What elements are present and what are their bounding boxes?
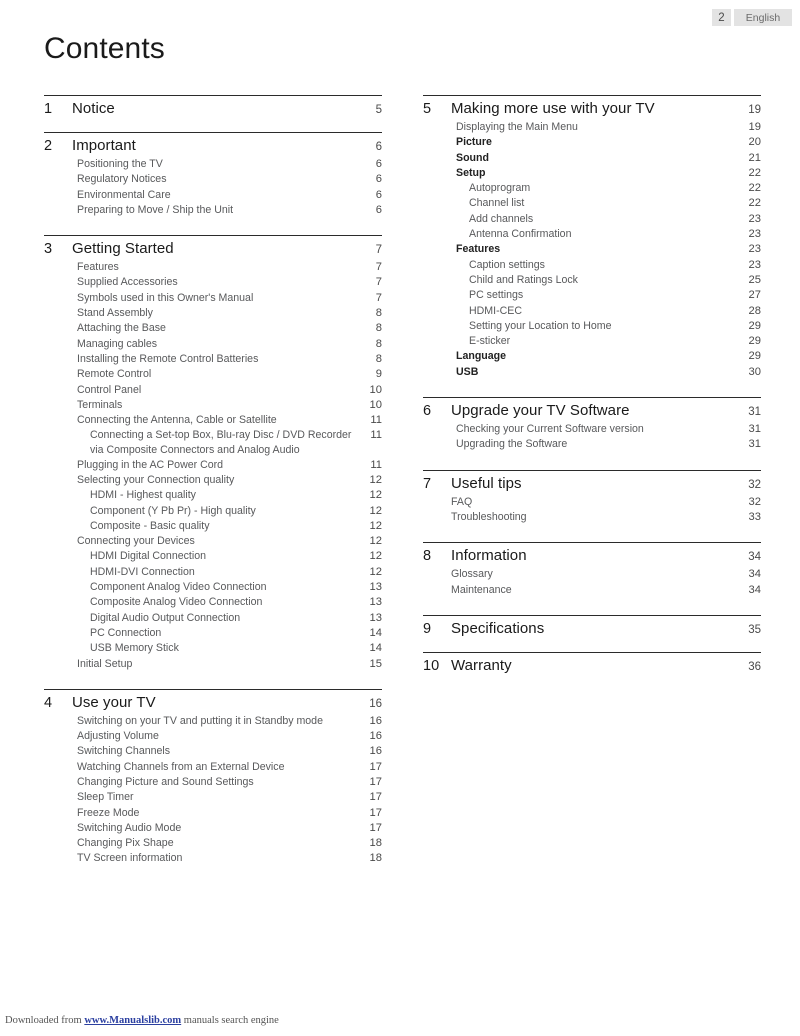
footer-prefix: Downloaded from xyxy=(5,1015,85,1026)
toc-section xyxy=(44,132,382,223)
toc-entry-page: 16 xyxy=(369,730,382,743)
toc-entry[interactable] xyxy=(44,641,382,656)
toc-entry[interactable] xyxy=(423,288,761,303)
toc-entry[interactable] xyxy=(44,352,382,367)
contents-column-right xyxy=(423,95,761,677)
toc-entry-label: Setup xyxy=(456,166,486,179)
toc-entry-label: Adjusting Volume xyxy=(77,730,159,743)
toc-entry-label: Managing cables xyxy=(77,337,158,350)
toc-section xyxy=(423,615,761,640)
toc-entry-label: Caption settings xyxy=(469,258,545,271)
toc-entry[interactable] xyxy=(423,227,761,242)
toc-entry-page: 16 xyxy=(369,714,382,727)
toc-entry-page: 12 xyxy=(369,565,382,578)
toc-entry-page: 6 xyxy=(375,158,382,170)
toc-section-page: 16 xyxy=(369,697,382,710)
toc-section-number: 1 xyxy=(44,101,53,117)
toc-entry[interactable] xyxy=(44,383,382,398)
toc-section-page: 34 xyxy=(748,551,761,564)
toc-entry-label: TV Screen information xyxy=(77,852,183,865)
toc-entry-page: 11 xyxy=(370,458,382,471)
toc-entry-label: Switching Audio Mode xyxy=(77,821,182,834)
toc-entry[interactable] xyxy=(423,304,761,319)
page-header xyxy=(712,9,792,26)
toc-entry-label: Maintenance xyxy=(451,583,512,596)
toc-section-entries xyxy=(423,422,761,458)
toc-entry-page: 22 xyxy=(748,166,761,179)
toc-entry[interactable] xyxy=(423,510,761,525)
toc-entry[interactable] xyxy=(423,334,761,349)
toc-entry-label: Changing Picture and Sound Settings xyxy=(77,775,254,788)
toc-entry-label: Troubleshooting xyxy=(451,510,527,523)
toc-entry-page: 13 xyxy=(369,596,382,609)
toc-entry-label: Connecting your Devices xyxy=(77,535,195,548)
toc-entry-page: 13 xyxy=(369,581,382,594)
toc-section-page: 5 xyxy=(375,104,382,116)
toc-entry-label: Stand Assembly xyxy=(77,307,153,320)
toc-entry-page: 8 xyxy=(375,337,382,350)
toc-entry-label: Changing Pix Shape xyxy=(77,837,174,850)
toc-section-number: 10 xyxy=(423,657,440,674)
toc-entry-page: 23 xyxy=(748,243,761,256)
toc-entry-label: Positioning the TV xyxy=(77,158,163,170)
toc-entry-page: 10 xyxy=(369,398,382,411)
toc-entry[interactable] xyxy=(423,273,761,288)
toc-entry-page: 6 xyxy=(375,203,382,216)
toc-section xyxy=(423,542,761,603)
toc-entry[interactable] xyxy=(44,188,382,203)
toc-section-number: 9 xyxy=(423,620,432,637)
toc-entry-page: 15 xyxy=(369,657,382,670)
toc-entry-page: 10 xyxy=(369,383,382,396)
toc-entry-label: Switching on your TV and putting it in Standby mode xyxy=(77,714,323,727)
toc-entry[interactable] xyxy=(423,242,761,257)
toc-entry[interactable] xyxy=(44,306,382,321)
toc-entry-page: 7 xyxy=(375,261,382,274)
toc-section-heading[interactable] xyxy=(423,96,761,120)
toc-entry-label: Glossary xyxy=(451,568,493,581)
contents-column-left xyxy=(44,95,382,872)
toc-entry[interactable] xyxy=(44,729,382,744)
toc-entry-label: Sleep Timer xyxy=(77,791,134,804)
toc-entry-label: Checking your Current Software version xyxy=(456,423,644,436)
toc-entry[interactable] xyxy=(44,337,382,352)
toc-section-title: Use your TV xyxy=(72,693,156,711)
toc-entry-page: 11 xyxy=(370,414,382,427)
toc-section-entries xyxy=(44,260,382,677)
toc-entry-page: 23 xyxy=(748,228,761,241)
toc-entry-page: 22 xyxy=(748,197,761,210)
toc-entry-page: 13 xyxy=(369,611,382,624)
toc-entry-page: 27 xyxy=(748,289,761,302)
toc-section-page: 31 xyxy=(748,406,761,419)
toc-entry-label: Symbols used in this Owner's Manual xyxy=(77,291,254,304)
toc-entry[interactable] xyxy=(44,413,382,428)
toc-section-number: 5 xyxy=(423,101,432,117)
toc-entry-page: 19 xyxy=(748,121,761,133)
toc-section-title: Warranty xyxy=(451,656,512,674)
header-language-chip: English xyxy=(734,9,792,26)
toc-entry-label: Child and Ratings Lock xyxy=(469,273,578,286)
toc-entry[interactable] xyxy=(44,580,382,595)
toc-entry-page: 34 xyxy=(748,583,761,596)
toc-entry-page: 6 xyxy=(375,188,382,201)
toc-entry-label: PC Connection xyxy=(90,626,162,639)
toc-entry-label: Composite Analog Video Connection xyxy=(90,596,263,609)
toc-section-title: Notice xyxy=(72,100,115,117)
header-page-number: 2 xyxy=(712,9,731,26)
toc-entry-label: PC settings xyxy=(469,289,524,302)
toc-entry[interactable] xyxy=(44,744,382,759)
toc-section xyxy=(44,235,382,677)
toc-section-page: 36 xyxy=(748,660,761,673)
toc-section-heading[interactable] xyxy=(423,616,761,640)
toc-section-entries xyxy=(423,495,761,531)
toc-section-title: Making more use with your TV xyxy=(451,100,655,117)
toc-entry-page: 18 xyxy=(369,852,382,865)
toc-section-page: 19 xyxy=(748,104,761,116)
toc-entry-label: HDMI - Highest quality xyxy=(90,489,196,502)
toc-entry-label: Selecting your Connection quality xyxy=(77,473,235,486)
toc-entry-label: Preparing to Move / Ship the Unit xyxy=(77,203,234,216)
toc-entry-page: 17 xyxy=(369,775,382,788)
footer-link[interactable]: www.Manualslib.com xyxy=(84,1015,182,1026)
toc-entry[interactable] xyxy=(44,549,382,564)
toc-section-page: 7 xyxy=(375,244,382,257)
toc-entry-label: Upgrading the Software xyxy=(456,438,568,451)
toc-entry-page: 21 xyxy=(748,151,761,164)
toc-entry[interactable] xyxy=(423,258,761,273)
toc-entry[interactable] xyxy=(423,583,761,598)
toc-section xyxy=(423,470,761,531)
toc-entry-page: 12 xyxy=(369,489,382,502)
toc-entry-label: HDMI-DVI Connection xyxy=(90,565,195,578)
toc-section-number: 3 xyxy=(44,241,53,258)
toc-entry-page: 17 xyxy=(369,791,382,804)
toc-section-title: Specifications xyxy=(451,619,545,637)
toc-entry[interactable] xyxy=(44,260,382,275)
toc-entry-label: Plugging in the AC Power Cord xyxy=(77,458,224,471)
toc-entry-label: Installing the Remote Control Batteries xyxy=(77,352,259,365)
toc-entry-page: 25 xyxy=(748,273,761,286)
toc-entry[interactable] xyxy=(423,319,761,334)
toc-section-number: 2 xyxy=(44,138,53,154)
toc-section-number: 7 xyxy=(423,475,432,492)
toc-entry[interactable] xyxy=(44,775,382,790)
toc-entry-label: E-sticker xyxy=(469,335,511,348)
toc-entry-page: 11 xyxy=(370,429,382,442)
toc-entry[interactable] xyxy=(44,203,382,218)
toc-section-page: 35 xyxy=(748,623,761,636)
toc-entry[interactable] xyxy=(423,181,761,196)
toc-entry-page: 12 xyxy=(369,550,382,563)
toc-entry-label: Autoprogram xyxy=(469,182,531,195)
toc-entry-label: Setting your Location to Home xyxy=(469,319,612,332)
toc-entry[interactable] xyxy=(44,291,382,306)
toc-entry[interactable] xyxy=(423,567,761,582)
toc-entry[interactable] xyxy=(44,504,382,519)
toc-section-heading[interactable] xyxy=(423,543,761,567)
page-title: Contents xyxy=(44,32,165,65)
footer-suffix: manuals search engine xyxy=(181,1015,279,1026)
toc-section-heading[interactable] xyxy=(44,690,382,714)
toc-entry[interactable] xyxy=(423,212,761,227)
toc-entry-label: Channel list xyxy=(469,197,525,210)
toc-entry[interactable] xyxy=(44,488,382,503)
toc-entry-page: 8 xyxy=(375,352,382,365)
toc-entry-page: 7 xyxy=(375,291,382,304)
toc-entry[interactable] xyxy=(44,851,382,866)
toc-entry[interactable] xyxy=(44,714,382,729)
toc-entry[interactable] xyxy=(423,437,761,452)
toc-section-page: 6 xyxy=(375,141,382,153)
toc-entry-page: 23 xyxy=(748,212,761,225)
toc-section-heading[interactable] xyxy=(423,471,761,495)
toc-entry[interactable] xyxy=(44,760,382,775)
toc-entry-label: Displaying the Main Menu xyxy=(456,121,578,133)
toc-entry-page: 14 xyxy=(369,642,382,655)
toc-entry-page: 17 xyxy=(369,806,382,819)
toc-section-heading[interactable] xyxy=(423,398,761,422)
toc-entry-label: Connecting a Set-top Box, Blu-ray Disc / DVD Recorder via Composite Connectors and Analog Audio xyxy=(90,429,352,457)
toc-entry[interactable] xyxy=(44,172,382,187)
toc-entry[interactable] xyxy=(423,365,761,380)
toc-entry[interactable] xyxy=(423,495,761,510)
toc-section-entries xyxy=(423,120,761,385)
toc-entry[interactable] xyxy=(423,349,761,364)
toc-entry-label: Regulatory Notices xyxy=(77,173,167,186)
toc-entry-label: Watching Channels from an External Device xyxy=(77,760,285,773)
toc-entry-page: 12 xyxy=(369,473,382,486)
toc-entry[interactable] xyxy=(44,458,382,473)
toc-entry-page: 12 xyxy=(369,519,382,532)
toc-section-title: Important xyxy=(72,137,136,154)
toc-section-title: Useful tips xyxy=(451,474,522,492)
toc-section-number: 8 xyxy=(423,548,432,565)
toc-entry[interactable] xyxy=(44,428,382,457)
toc-entry-label: Supplied Accessories xyxy=(77,276,178,289)
toc-entry-page: 20 xyxy=(748,136,761,149)
toc-entry[interactable] xyxy=(44,790,382,805)
toc-entry-page: 28 xyxy=(748,304,761,317)
toc-entry-label: Terminals xyxy=(77,398,123,411)
toc-section-title: Getting Started xyxy=(72,240,174,258)
footer-attribution xyxy=(5,1015,279,1026)
toc-entry-label: Environmental Care xyxy=(77,188,171,201)
toc-entry-page: 9 xyxy=(375,368,382,381)
toc-entry[interactable] xyxy=(423,166,761,181)
toc-section xyxy=(423,652,761,677)
toc-entry[interactable] xyxy=(423,422,761,437)
toc-section xyxy=(423,95,761,385)
toc-entry-label: Control Panel xyxy=(77,383,142,396)
toc-entry-label: FAQ xyxy=(451,495,473,508)
toc-entry-page: 16 xyxy=(369,745,382,758)
toc-section-entries xyxy=(423,567,761,603)
toc-entry-label: Freeze Mode xyxy=(77,806,140,819)
toc-entry-page: 22 xyxy=(748,182,761,195)
toc-entry-label: Connecting the Antenna, Cable or Satellite xyxy=(77,414,277,427)
toc-entry[interactable] xyxy=(44,836,382,851)
toc-entry[interactable] xyxy=(423,196,761,211)
toc-section-heading[interactable] xyxy=(44,133,382,157)
toc-section xyxy=(44,95,382,120)
toc-entry-page: 33 xyxy=(748,510,761,523)
toc-entry-page: 14 xyxy=(369,626,382,639)
toc-entry[interactable] xyxy=(44,157,382,172)
toc-entry-label: Switching Channels xyxy=(77,745,171,758)
toc-section xyxy=(423,397,761,458)
toc-entry[interactable] xyxy=(44,473,382,488)
toc-entry-label: USB xyxy=(456,365,479,378)
toc-entry-label: Remote Control xyxy=(77,368,152,381)
toc-entry-label: Component (Y Pb Pr) - High quality xyxy=(90,504,256,517)
toc-entry-page: 23 xyxy=(748,258,761,271)
toc-entry[interactable] xyxy=(44,657,382,672)
toc-entry[interactable] xyxy=(44,367,382,382)
toc-section-heading[interactable] xyxy=(44,96,382,120)
toc-entry-label: Language xyxy=(456,350,507,363)
toc-entry-label: Add channels xyxy=(469,212,534,225)
toc-section xyxy=(44,689,382,872)
toc-entry[interactable] xyxy=(44,626,382,641)
toc-section-page: 32 xyxy=(748,478,761,491)
toc-entry-label: Features xyxy=(456,243,501,256)
toc-section-entries xyxy=(44,714,382,872)
toc-entry-page: 32 xyxy=(748,495,761,508)
toc-entry-page: 18 xyxy=(369,837,382,850)
toc-entry-page: 8 xyxy=(375,322,382,335)
toc-entry[interactable] xyxy=(423,120,761,135)
toc-entry-page: 30 xyxy=(748,365,761,378)
toc-entry-label: Component Analog Video Connection xyxy=(90,581,267,594)
toc-entry-label: Antenna Confirmation xyxy=(469,228,572,241)
toc-entry-label: Composite - Basic quality xyxy=(90,519,210,532)
toc-entry-page: 7 xyxy=(375,276,382,289)
toc-entry-label: Initial Setup xyxy=(77,657,133,670)
toc-entry[interactable] xyxy=(44,275,382,290)
toc-section-title: Upgrade your TV Software xyxy=(451,402,630,420)
toc-entry[interactable] xyxy=(44,398,382,413)
toc-entry-page: 31 xyxy=(748,438,761,451)
toc-entry-page: 17 xyxy=(369,821,382,834)
toc-entry[interactable] xyxy=(44,821,382,836)
toc-entry-page: 29 xyxy=(748,319,761,332)
toc-entry[interactable] xyxy=(44,321,382,336)
toc-entry[interactable] xyxy=(423,135,761,150)
toc-section-heading[interactable] xyxy=(423,653,761,677)
toc-entry-label: Digital Audio Output Connection xyxy=(90,611,241,624)
toc-entry[interactable] xyxy=(44,565,382,580)
toc-entry-page: 31 xyxy=(748,423,761,436)
toc-entry-page: 12 xyxy=(369,504,382,517)
toc-entry[interactable] xyxy=(44,806,382,821)
toc-entry[interactable] xyxy=(44,595,382,610)
toc-section-heading[interactable] xyxy=(44,236,382,260)
toc-entry[interactable] xyxy=(44,534,382,549)
toc-entry-label: Attaching the Base xyxy=(77,322,166,335)
toc-entry-label: USB Memory Stick xyxy=(90,642,179,655)
toc-entry[interactable] xyxy=(44,519,382,534)
toc-entry-label: Features xyxy=(77,261,119,274)
toc-entry-label: Picture xyxy=(456,136,492,149)
toc-section-entries xyxy=(44,157,382,223)
toc-entry[interactable] xyxy=(423,151,761,166)
toc-entry-page: 6 xyxy=(375,173,382,186)
toc-section-number: 4 xyxy=(44,694,53,711)
toc-entry-label: Sound xyxy=(456,151,489,164)
toc-entry-page: 29 xyxy=(748,335,761,348)
toc-entry-label: HDMI Digital Connection xyxy=(90,550,206,563)
toc-entry-page: 8 xyxy=(375,307,382,320)
toc-section-number: 6 xyxy=(423,403,432,420)
toc-entry-page: 12 xyxy=(369,535,382,548)
toc-entry-page: 34 xyxy=(748,568,761,581)
toc-entry-page: 17 xyxy=(369,760,382,773)
toc-entry[interactable] xyxy=(44,611,382,626)
toc-entry-page: 29 xyxy=(748,350,761,363)
toc-section-title: Information xyxy=(451,547,527,565)
toc-entry-label: HDMI-CEC xyxy=(469,304,522,317)
